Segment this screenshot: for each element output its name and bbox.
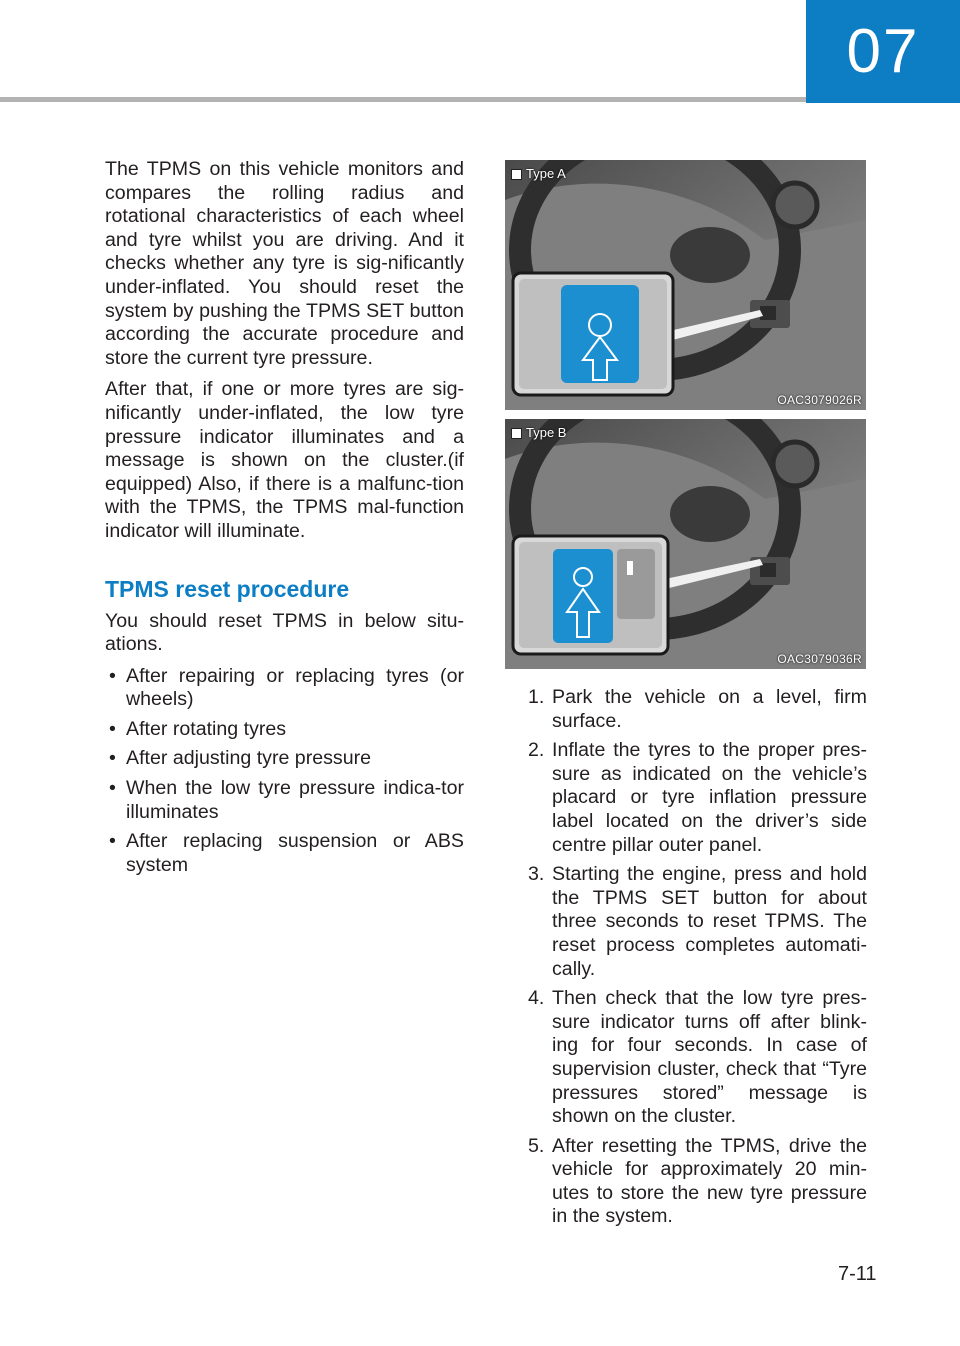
step-number: 3. [528, 863, 545, 886]
dashboard-illustration-b [505, 419, 866, 669]
step-number: 1. [528, 686, 545, 708]
figure-label [511, 166, 566, 182]
step-number: 5. [528, 1134, 545, 1157]
step-text: Starting the engine, press and hold the TPMS SET button for about three seconds to reset TPMS. The reset process completes automati-cally. [552, 863, 867, 980]
figure-label-text: Type B [526, 425, 567, 440]
square-bullet-icon [511, 428, 522, 439]
step-text: Inflate the tyres to the proper pres-sure as indicated on the vehicle’s placard or tyre inflation pressure label located on the driver’s side centre pillar outer panel. [552, 739, 867, 856]
list-item: • After repairing or replacing tyres (or wheels) [105, 665, 464, 712]
step-item [528, 1135, 867, 1229]
intro-paragraph: The TPMS on this vehicle monitors and compares the rolling radius and rotational characteristics of each wheel and tyre whilst you are driving. And it checks whether any tyre is sig-nificantly under-inflated. You should reset the system by pushing the TPMS SET button according the accurate procedure and store the current tyre pressure. [105, 158, 464, 369]
indicator-paragraph: After that, if one or more tyres are sig-nificantly under-inflated, the low tyre pressure indicator illuminates and a message is shown on the cluster.(if equipped) Also, if there is a malfunc-tion with the TPMS, the TPMS mal-function indicator will illuminate. [105, 378, 464, 542]
reset-steps-list [528, 686, 867, 1229]
list-item: • After adjusting tyre pressure [105, 747, 464, 771]
step-number: 4. [528, 987, 545, 1010]
step-number: 2. [528, 739, 545, 762]
section-heading: TPMS reset procedure [105, 575, 350, 602]
step-text: After resetting the TPMS, drive the vehicle for approximately 20 min-utes to store the new tyre pressure in the system. [552, 1134, 867, 1228]
step-item [528, 987, 867, 1129]
figure-code: OAC3079036R [777, 652, 862, 666]
figure-type-b [505, 419, 866, 669]
figure-type-a [505, 160, 866, 410]
square-bullet-icon [511, 169, 522, 180]
list-item: • After replacing suspension or ABS system [105, 830, 464, 877]
step-text: Then check that the low tyre pres-sure indicator turns off after blink-ing for four seconds. In case of supervision cluster, check that “Tyre pressures stored” message is shown on the cluster. [552, 987, 867, 1128]
figure-label [511, 425, 566, 441]
header-rule [0, 97, 806, 102]
step-item [528, 739, 867, 857]
reset-intro: You should reset TPMS in below situ-ations. [105, 609, 464, 656]
chapter-tab: 07 [806, 0, 960, 103]
list-item: • After rotating tyres [105, 718, 464, 742]
right-column [528, 686, 867, 1235]
list-item: • When the low tyre pressure indica-tor illuminates [105, 777, 464, 824]
step-text: Park the vehicle on a level, firm surface. [552, 686, 867, 732]
step-item [528, 863, 867, 981]
figure-code: OAC3079026R [777, 393, 862, 407]
left-column [105, 158, 464, 883]
reset-situations-list [105, 665, 464, 878]
step-item [528, 686, 867, 733]
page-number: 7-11 [838, 1263, 877, 1285]
figure-label-text: Type A [526, 166, 566, 181]
dashboard-illustration-a [505, 160, 866, 410]
